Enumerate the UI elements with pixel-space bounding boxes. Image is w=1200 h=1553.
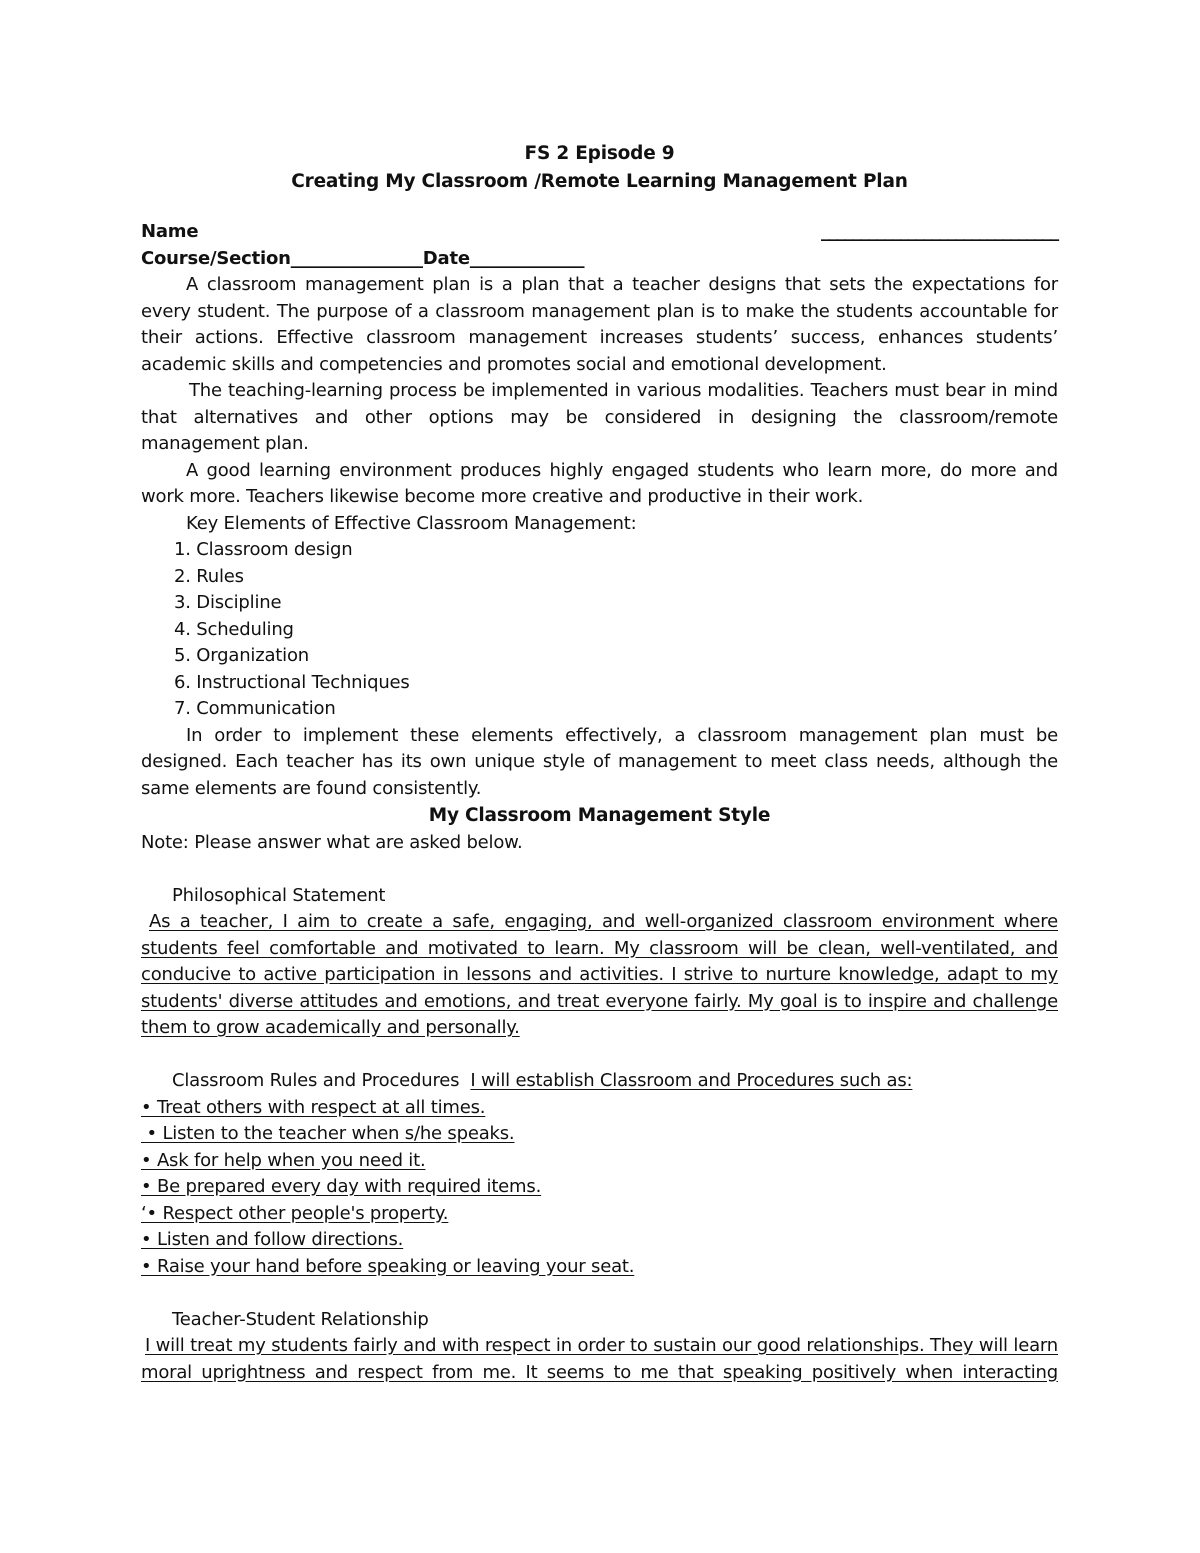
name-blank: ______________________________ bbox=[820, 221, 1058, 242]
list-item: 6. Instructional Techniques bbox=[174, 671, 410, 693]
name-label: Name bbox=[141, 221, 199, 242]
key-elements-heading: Key Elements of Effective Classroom Management: bbox=[186, 512, 637, 534]
spacer bbox=[141, 856, 1058, 883]
note-text: Please answer what are asked below. bbox=[188, 831, 523, 853]
document-title: FS 2 Episode 9 bbox=[524, 143, 675, 164]
rules-intro: I will establish Classroom and Procedures such as: bbox=[470, 1070, 913, 1091]
spacer bbox=[141, 1280, 1058, 1307]
intro-paragraph-1: A classroom management plan is a plan that a teacher designs that sets the expectations for every student. The purpose of a classroom management plan is to make the students accountable for their actions. Effective classroom management increases students’ success, enhances students’ academic skills and competencies and promotes social and emotional development. bbox=[141, 274, 1058, 375]
note-line bbox=[141, 830, 1058, 857]
style-section-title: My Classroom Management Style bbox=[428, 805, 771, 826]
rules-list bbox=[141, 1095, 1058, 1281]
list-item: 5. Organization bbox=[174, 645, 309, 666]
rule-item: • Listen to the teacher when s/he speaks. bbox=[141, 1123, 515, 1144]
document-subtitle: Creating My Classroom /Remote Learning Management Plan bbox=[291, 170, 908, 192]
list-item: 3. Discipline bbox=[174, 592, 282, 613]
list-item: 7. Communication bbox=[174, 698, 336, 719]
rule-item: • Be prepared every day with required items. bbox=[141, 1176, 542, 1197]
philosophy-statement: As a teacher, I aim to create a safe, engaging, and well-organized classroom environment where students feel comfortable and motivated to learn. My classroom will be clean, well-ventilated, and conducive to active participation in lessons and activities. I strive to nurture knowledge, adapt to my students' diverse attitudes and emotions, and treat everyone fairly. My goal is to inspire and challenge them to grow academically and personally. bbox=[141, 911, 1058, 1038]
list-item: 2. Rules bbox=[174, 565, 244, 587]
rule-item: ‘• Respect other people's property. bbox=[141, 1202, 449, 1224]
document-content bbox=[141, 141, 1058, 1386]
spacer bbox=[141, 1042, 1058, 1069]
name-row bbox=[141, 219, 1058, 246]
list-item: 1. Classroom design bbox=[174, 539, 353, 560]
rule-item: • Raise your hand before speaking or leaving your seat. bbox=[141, 1255, 635, 1277]
rule-item: • Listen and follow directions. bbox=[141, 1229, 404, 1250]
course-date-line: Course/Section_______________Date_____________ bbox=[141, 247, 585, 269]
philosophy-heading: Philosophical Statement bbox=[172, 884, 386, 906]
rule-item: • Treat others with respect at all times. bbox=[141, 1096, 486, 1118]
relationship-text: I will treat my students fairly and with respect in order to sustain our good relationships. They will learn moral uprightness and respect from me. It seems to me that speaking positively when interacting bbox=[141, 1335, 1058, 1383]
intro-paragraph-3: A good learning environment produces highly engaged students who learn more, do more and work more. Teachers likewise become more creative and productive in their work. bbox=[141, 459, 1058, 507]
intro-paragraph-2: The teaching-learning process be implemented in various modalities. Teachers must bear in mind that alternatives and other options may be considered in designing the classroom/remote management plan. bbox=[141, 380, 1058, 454]
note-label: Note: bbox=[141, 831, 189, 853]
rules-heading: Classroom Rules and Procedures bbox=[172, 1070, 460, 1091]
rules-heading-line bbox=[141, 1068, 1058, 1095]
rule-item: • Ask for help when you need it. bbox=[141, 1149, 426, 1171]
key-elements-list bbox=[141, 537, 1058, 723]
list-item: 4. Scheduling bbox=[174, 618, 294, 640]
intro-paragraph-4: In order to implement these elements effectively, a classroom management plan must be designed. Each teacher has its own unique style of management to meet class needs, although the same elements are found consistently. bbox=[141, 724, 1058, 799]
relationship-heading: Teacher-Student Relationship bbox=[172, 1308, 429, 1330]
